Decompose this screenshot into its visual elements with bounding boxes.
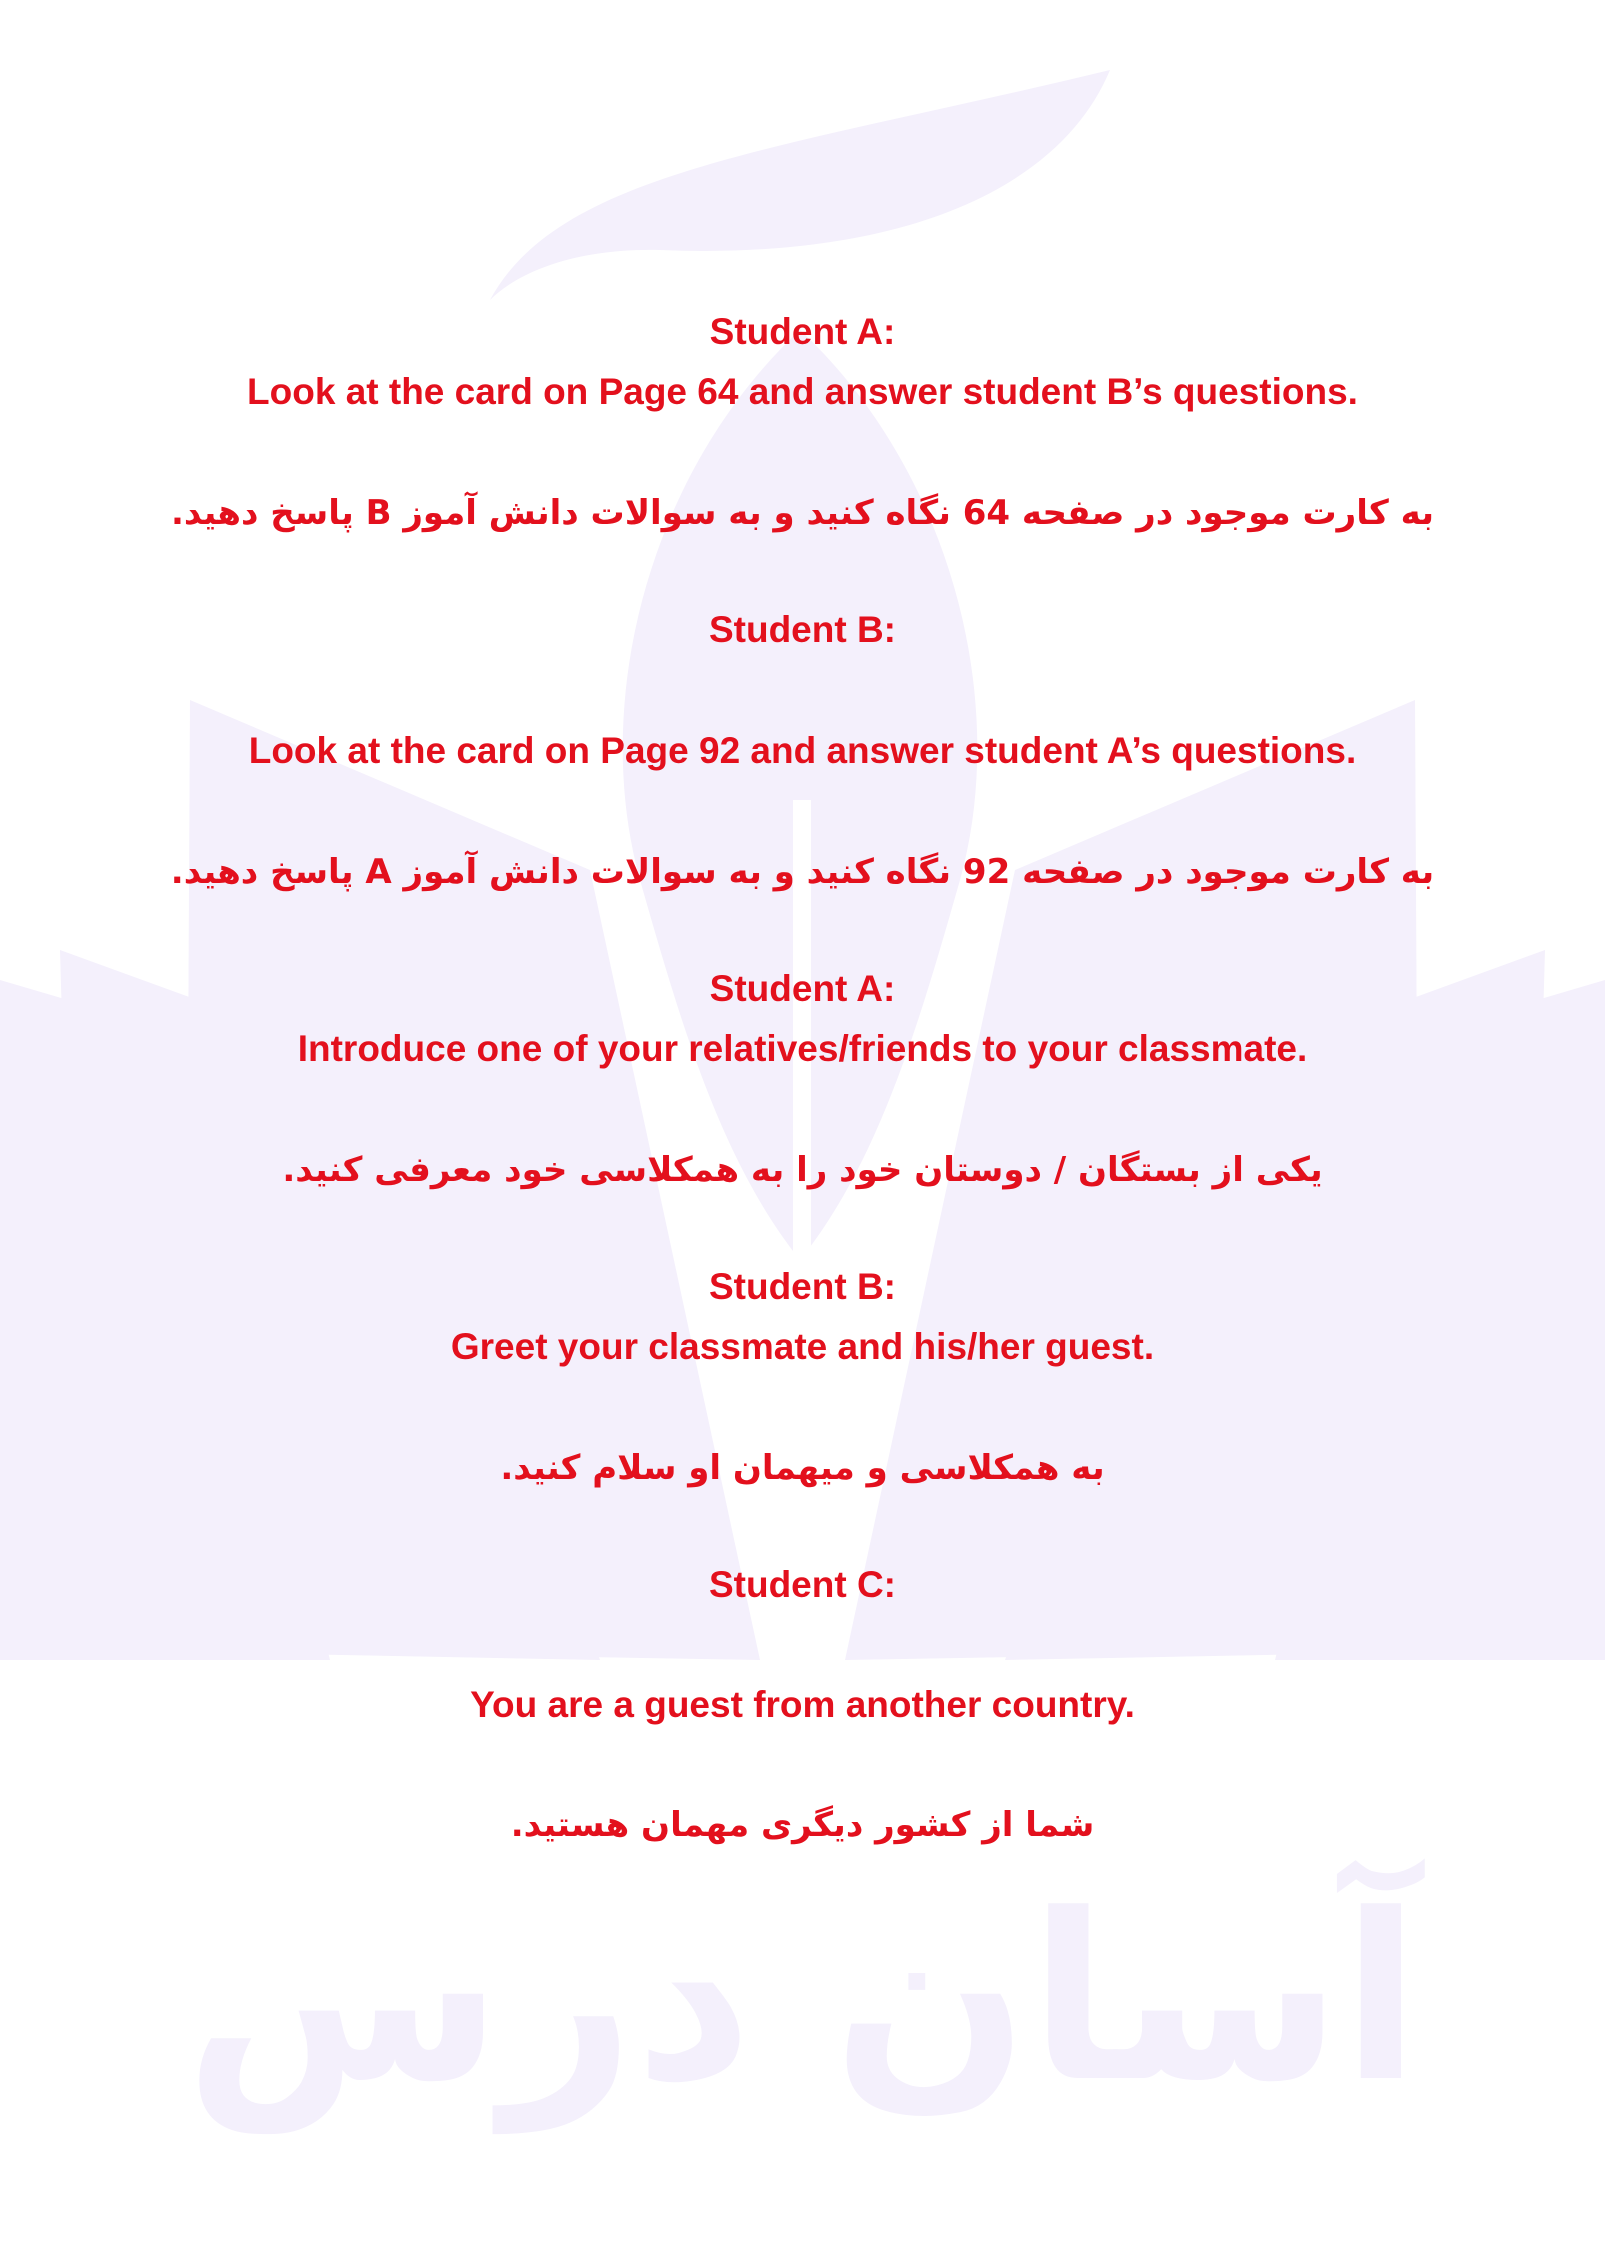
watermark-brand-text: آسان درس (184, 1866, 1421, 2133)
section-3-persian: یکی از بستگان / دوستان خود را به همکلاسی خود معرفی کنید. (282, 1150, 1323, 1190)
section-2-persian: به کارت موجود در صفحه 92 نگاه کنید و به سوالات دانش آموز A پاسخ دهید. (170, 852, 1435, 892)
section-1-persian: به کارت موجود در صفحه 64 نگاه کنید و به سوالات دانش آموز B پاسخ دهید. (170, 493, 1434, 533)
section-5-persian: شما از کشور دیگری مهمان هستید. (510, 1805, 1095, 1845)
section-2-heading: Student B: (708, 609, 897, 650)
section-4-persian: به همکلاسی و میهمان او سلام کنید. (500, 1448, 1105, 1488)
section-5-english: You are a guest from another country. (470, 1684, 1135, 1725)
section-3-heading: Student A: (709, 968, 896, 1009)
section-4-heading: Student B: (708, 1266, 897, 1307)
section-4-english: Greet your classmate and his/her guest. (450, 1326, 1155, 1367)
section-1-heading: Student A: (709, 311, 896, 352)
section-3-english: Introduce one of your relatives/friends to your classmate. (297, 1028, 1308, 1069)
section-1-english: Look at the card on Page 64 and answer student B’s questions. (247, 371, 1358, 412)
section-2-english: Look at the card on Page 92 and answer student A’s questions. (248, 730, 1357, 771)
section-5-heading: Student C: (708, 1564, 897, 1605)
